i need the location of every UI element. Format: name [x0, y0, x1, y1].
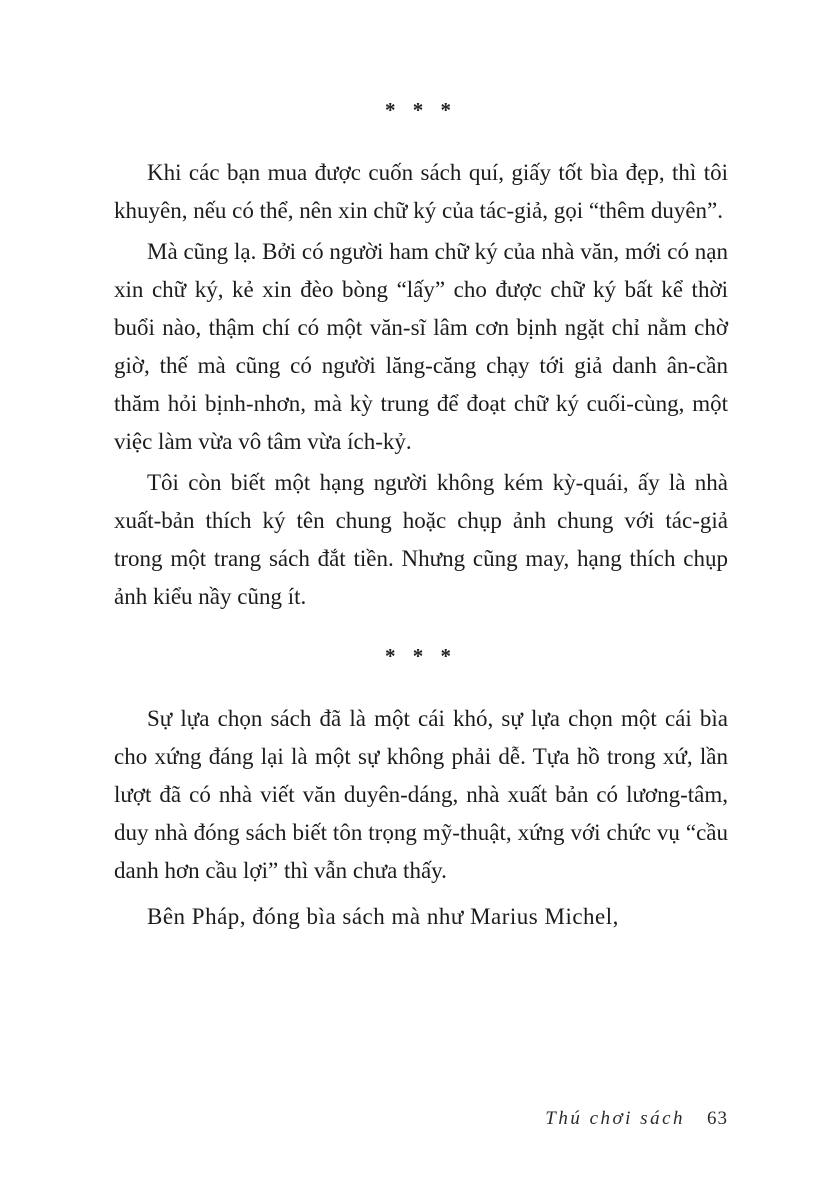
page-footer	[545, 1108, 728, 1130]
paragraph: Tôi còn biết một hạng người không kém kỳ-quái, ấy là nhà xuất-bản thích ký tên chung hoặc chụp ảnh chung với tác-giả trong một trang sách đắt tiền. Nhưng cũng may, hạng thích chụp ảnh kiểu nầy cũng ít.	[114, 470, 728, 609]
page-number: 63	[707, 1108, 728, 1129]
paragraph: Bên Pháp, đóng bìa sách mà như Marius Michel,	[147, 904, 619, 929]
running-title: Thú chơi sách	[545, 1108, 685, 1129]
section-separator-top: * * *	[385, 98, 457, 122]
paragraph: Sự lựa chọn sách đã là một cái khó, sự lựa chọn một cái bìa cho xứng đáng lại là một sự không phải dễ. Tựa hồ trong xứ, lần lượt đã có nhà viết văn duyên-dáng, nhà xuất bản có lương-tâm, duy nhà đóng sách biết tôn trọng mỹ-thuật, xứng với chức vụ “cầu danh hơn cầu lợi” thì vẫn chưa thấy.	[114, 706, 728, 883]
paragraph: Mà cũng lạ. Bởi có người ham chữ ký của nhà văn, mới có nạn xin chữ ký, kẻ xin đèo bòng “lấy” cho được chữ ký bất kể thời buổi nào, thậm chí có một văn-sĩ lâm cơn bịnh ngặt chỉ nằm chờ giờ, thế mà cũng có người lăng-căng chạy tới giả danh ân-cần thăm hỏi bịnh-nhơn, mà kỳ trung để đoạt chữ ký cuối-cùng, một việc làm vừa vô tâm vừa ích-kỷ.	[114, 239, 728, 454]
section-separator-middle: * * *	[385, 644, 457, 668]
paragraph: Khi các bạn mua được cuốn sách quí, giấy tốt bìa đẹp, thì tôi khuyên, nếu có thể, nên xin chữ ký của tác-giả, gọi “thêm duyên”.	[114, 160, 728, 223]
